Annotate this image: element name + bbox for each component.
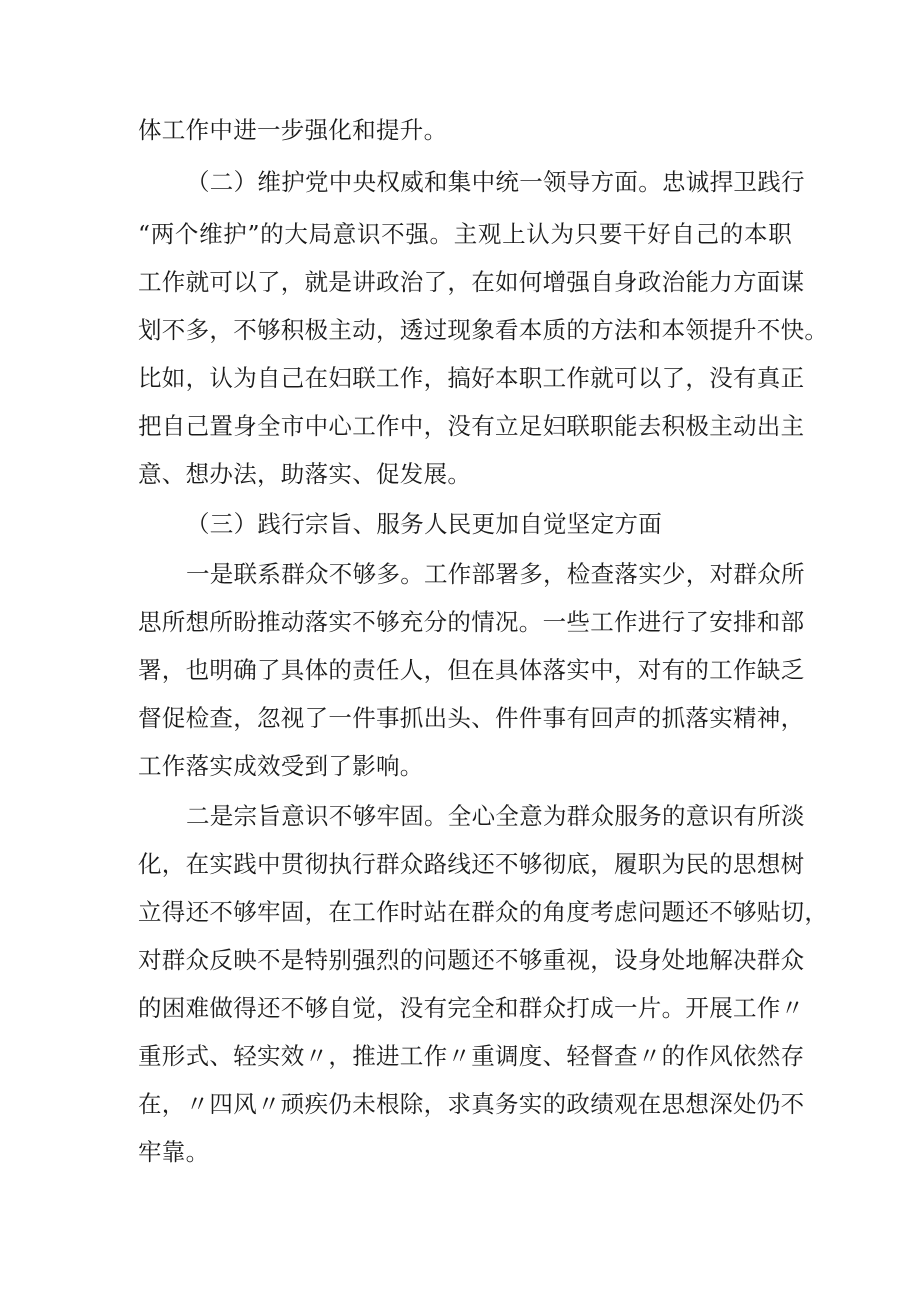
section-heading-3: （三）践行宗旨、服务人民更加自觉坚定方面 <box>186 510 662 538</box>
paragraph-line: 牢靠。 <box>138 1138 210 1166</box>
paragraph-line: 一是联系群众不够多。工作部署多，检查落实少，对群众所 <box>186 560 805 588</box>
paragraph-line: 意、想办法，助落实、促发展。 <box>138 460 472 488</box>
paragraph-line: 划不多，不够积极主动，透过现象看本质的方法和本领提升不快。 <box>138 316 829 344</box>
paragraph-line: 体工作中进一步强化和提升。 <box>138 116 448 144</box>
paragraph-line: 把自己置身全市中心工作中，没有立足妇联职能去积极主动出主 <box>138 412 805 440</box>
section-heading-2: （二）维护党中央权威和集中统一领导方面。忠诚捍卫践行 <box>186 168 805 196</box>
paragraph-line: 对群众反映不是特别强烈的问题还不够重视，设身处地解决群众 <box>138 946 805 974</box>
paragraph-line: 督促检查，忽视了一件事抓出头、件件事有回声的抓落实精神， <box>138 704 805 732</box>
paragraph-line: 的困难做得还不够自觉，没有完全和群众打成一片。开展工作〃 <box>138 994 805 1022</box>
paragraph-line: 二是宗旨意识不够牢固。全心全意为群众服务的意识有所淡 <box>186 802 805 830</box>
paragraph-line: 比如，认为自己在妇联工作，搞好本职工作就可以了，没有真正 <box>138 364 805 392</box>
paragraph-line: 化，在实践中贯彻执行群众路线还不够彻底，履职为民的思想树 <box>138 850 805 878</box>
paragraph-line: 工作就可以了，就是讲政治了，在如何增强自身政治能力方面谋 <box>138 268 805 296</box>
paragraph-line: 重形式、轻实效〃，推进工作〃重调度、轻督查〃的作风依然存 <box>138 1042 805 1070</box>
paragraph-line: 思所想所盼推动落实不够充分的情况。一些工作进行了安排和部 <box>138 608 805 636</box>
paragraph-line: 立得还不够牢固，在工作时站在群众的角度考虑问题还不够贴切， <box>138 898 829 926</box>
paragraph-line: “两个维护”的大局意识不强。主观上认为只要干好自己的本职 <box>138 220 792 248</box>
paragraph-line: 署，也明确了具体的责任人，但在具体落实中，对有的工作缺乏 <box>138 656 805 684</box>
paragraph-line: 工作落实成效受到了影响。 <box>138 752 424 780</box>
paragraph-line: 在，〃四风〃顽疾仍未根除，求真务实的政绩观在思想深处仍不 <box>138 1090 805 1118</box>
